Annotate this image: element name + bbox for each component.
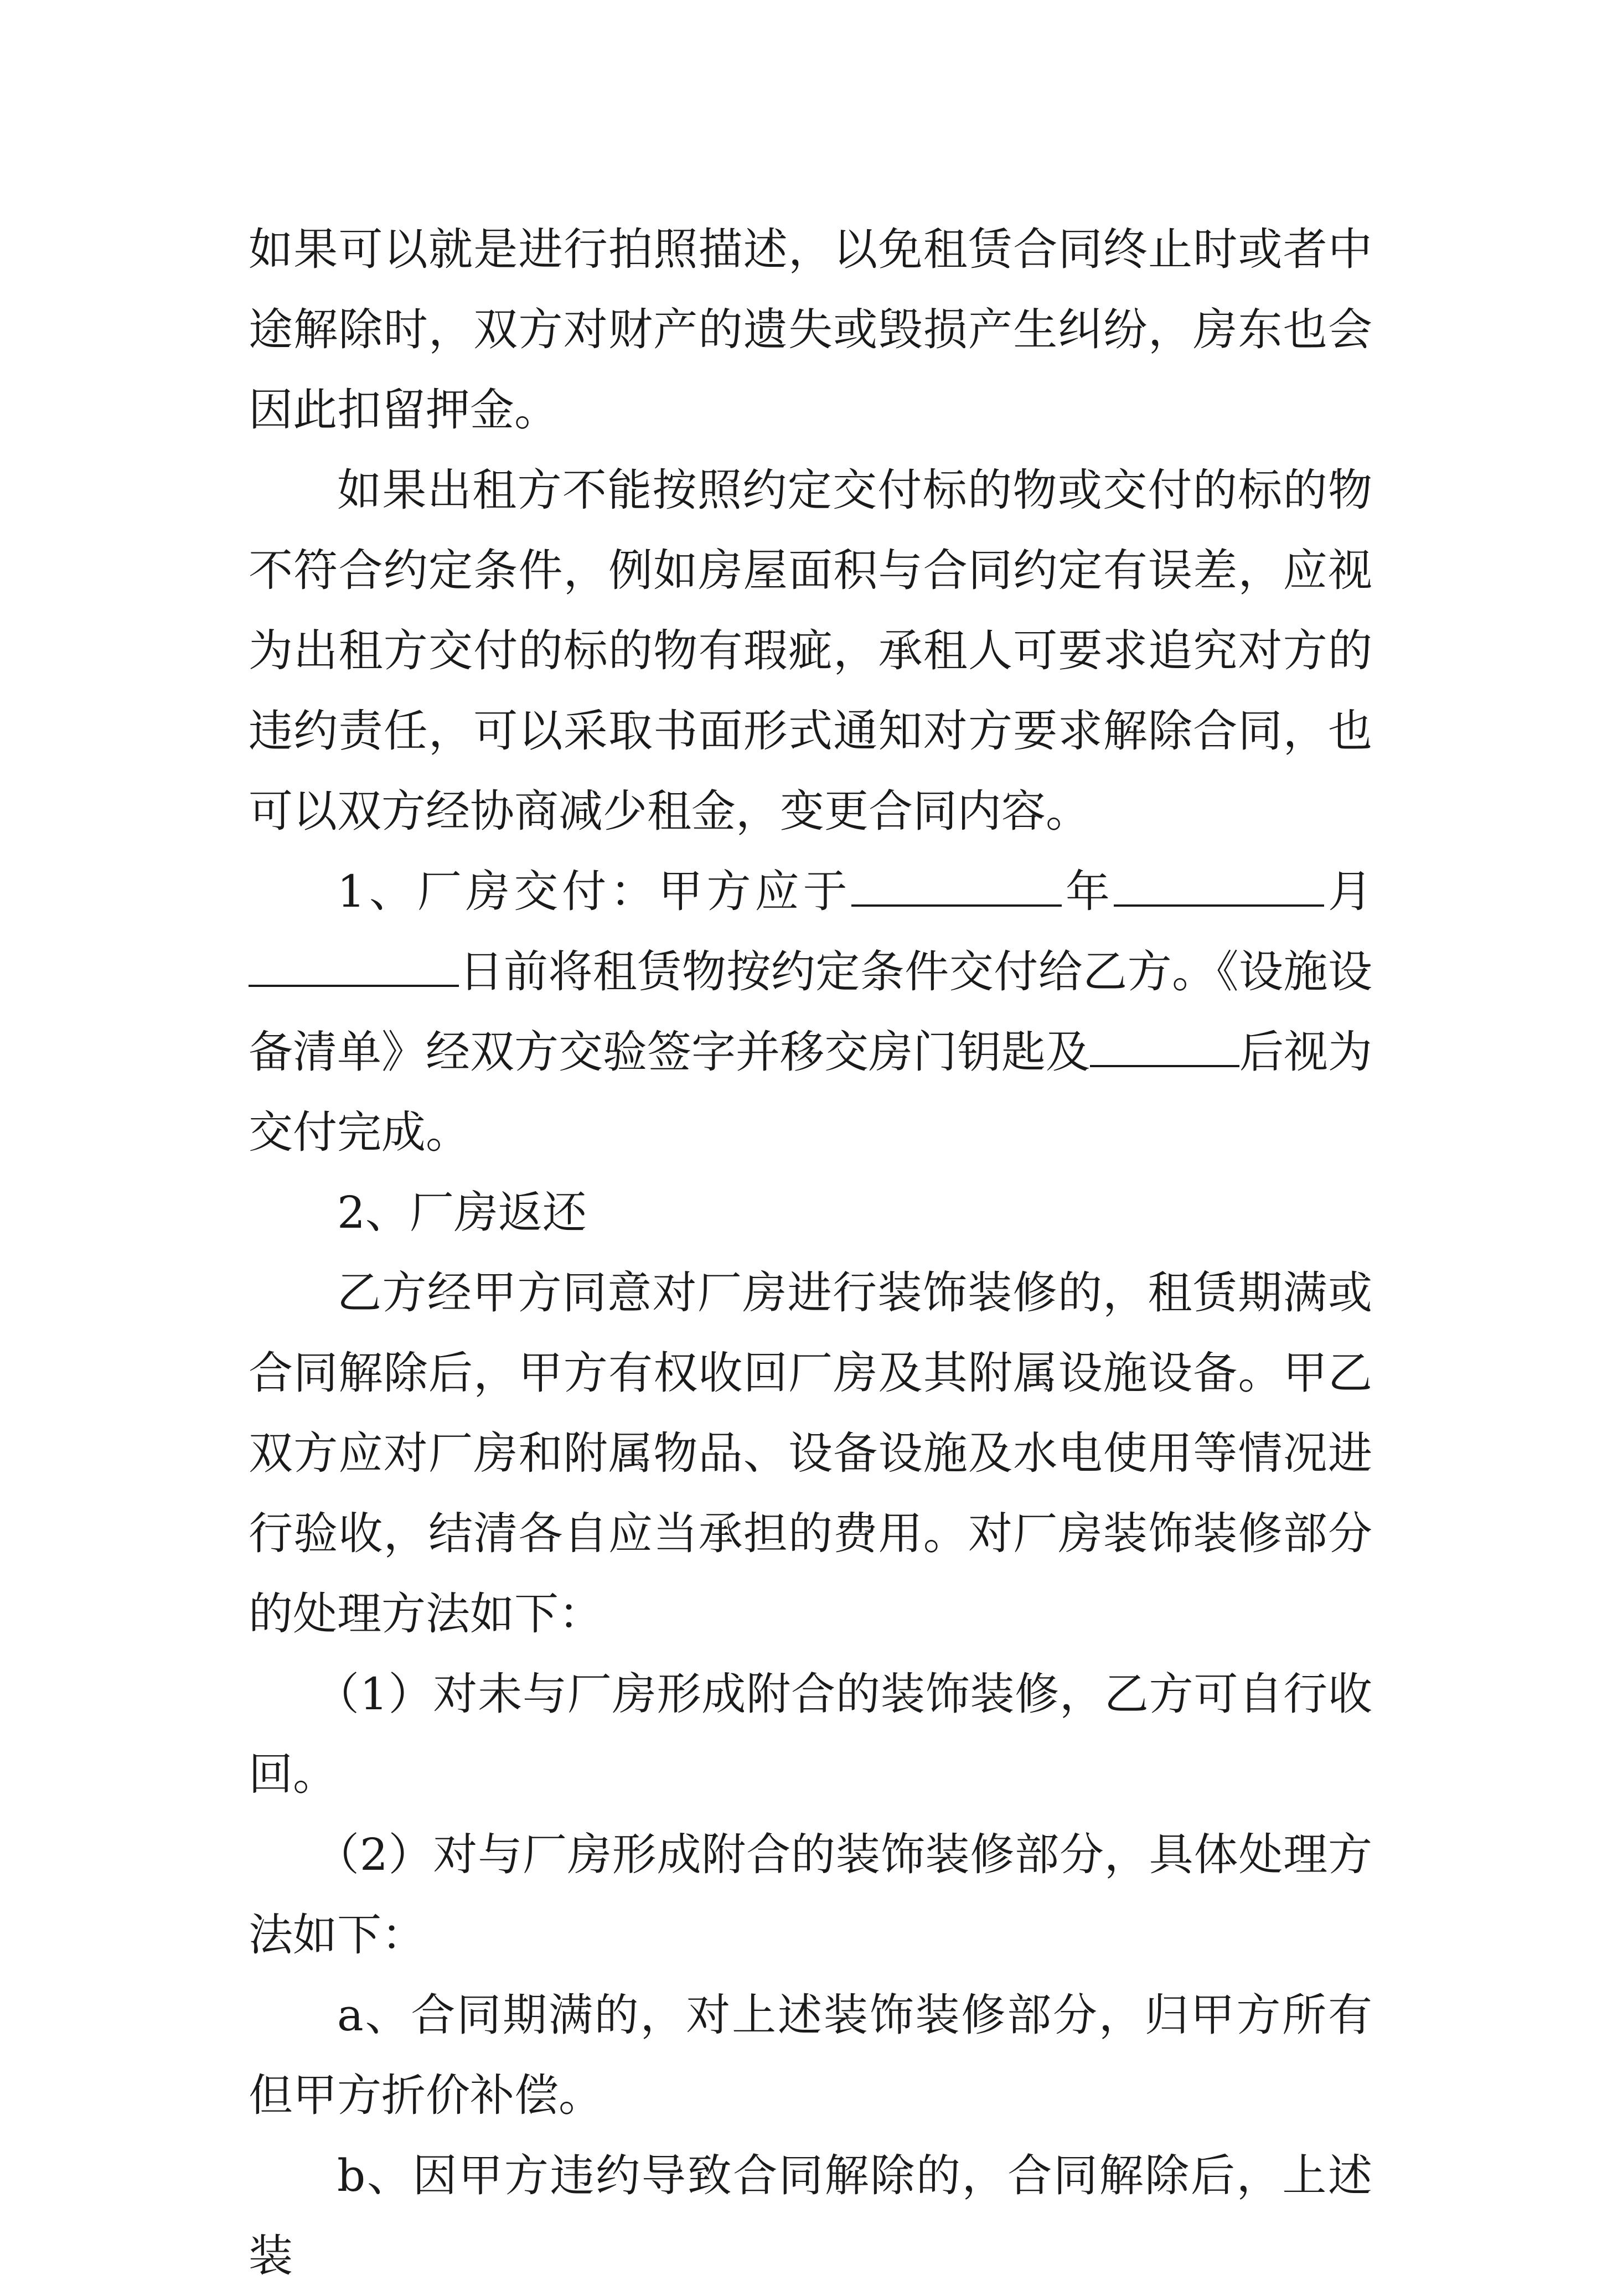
paragraph-lessor-defect: 如果出租方不能按照约定交付标的物或交付的标的物不符合约定条件，例如房屋面积与合同约定有误差，应视为出租方交付的标的物有瑕疵，承租人可要求追究对方的违约责任，可以采取书面形式通知对方要求解除合同，也可以双方经协商减少租金，变更合同内容。 — [249, 464, 1372, 837]
month-blank — [1114, 866, 1324, 907]
paragraph-factory-return-heading: 2、厂房返还 — [337, 1187, 587, 1238]
paragraph-factory-delivery — [249, 851, 1372, 1172]
document-body — [249, 209, 1372, 2296]
paragraph-item-b: b、因甲方违约导致合同解除的，合同解除后，上述装 — [249, 2150, 1372, 2282]
item-blank — [1090, 1026, 1239, 1067]
day-blank — [249, 946, 459, 987]
delivery-middle: 日前将租赁物按约定条件交付给乙方。《设施设备清单》经双方交验签字并移交房门钥匙及 — [249, 946, 1372, 1078]
paragraph-renovation-handling: 乙方经甲方同意对厂房进行装饰装修的，租赁期满或合同解除后，甲方有权收回厂房及其附属设施设备。甲乙双方应对厂房和附属物品、设备设施及水电使用等情况进行验收，结清各自应当承担的费用。对厂房装饰装修部分的处理方法如下： — [249, 1267, 1372, 1640]
delivery-prefix: 1、厂房交付：甲方应于 — [337, 866, 851, 917]
month-label: 月 — [1324, 866, 1372, 917]
delivery-suffix: 后视为交付完成。 — [249, 1026, 1372, 1158]
paragraph-item-1: （1）对未与厂房形成附合的装饰装修，乙方可自行收回。 — [249, 1668, 1372, 1800]
year-blank — [851, 866, 1062, 907]
year-label: 年 — [1061, 866, 1114, 917]
paragraph-item-a: a、合同期满的，对上述装饰装修部分，归甲方所有但甲方折价补偿。 — [249, 1989, 1372, 2121]
paragraph-photo-description: 如果可以就是进行拍照描述，以免租赁合同终止时或者中途解除时，双方对财产的遗失或毁损产生纠纷，房东也会因此扣留押金。 — [249, 224, 1372, 436]
paragraph-item-2: （2）对与厂房形成附合的装饰装修部分，具体处理方法如下： — [249, 1829, 1372, 1961]
